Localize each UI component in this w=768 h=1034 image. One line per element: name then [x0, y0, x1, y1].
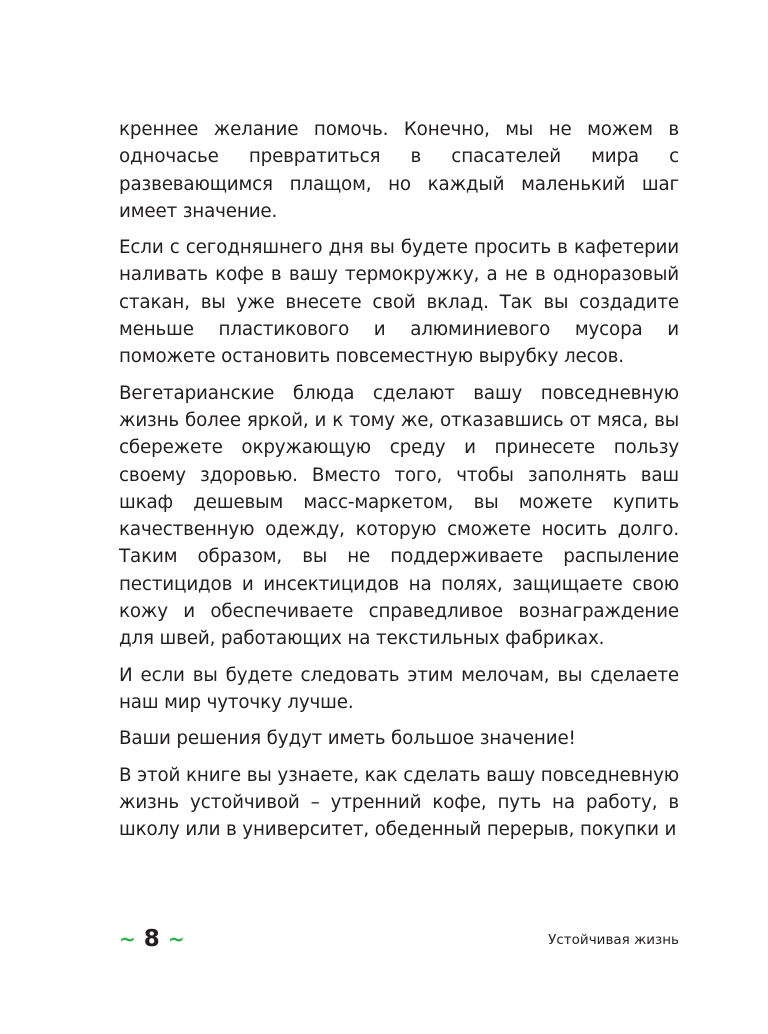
paragraph-4: И если вы будете следовать этим мелочам, вы сделаете наш мир чуточку лучше.: [119, 664, 679, 713]
running-head: Устойчивая жизнь: [548, 932, 679, 948]
page-number: 8: [143, 926, 160, 952]
paragraph-6: В этой книге вы узнаете, как сделать вашу повседневную жизнь устойчивой – утренний кофе, путь на работу, в школу или в университет, обеденный перерыв, покупки и: [119, 764, 679, 841]
page-footer: [119, 922, 679, 956]
tilde-left-ornament: ~: [119, 927, 136, 951]
paragraph-5: Ваши решения будут иметь большое значение!: [119, 728, 576, 750]
paragraph-1: креннее желание помочь. Конечно, мы не можем в одночасье превратиться в спасателей мира с развевающимся плащом, но каждый маленький шаг имеет значение.: [119, 119, 679, 222]
paragraph-2: Если с сегодняшнего дня вы будете просить в кафетерии наливать кофе в вашу термокружку, а не в одноразовый стакан, вы уже внесете свой вклад. Так вы создадите меньше пластикового и алюминиевого мусора и поможете остановить повсеместную вырубку лесов.: [119, 237, 679, 368]
paragraph-3: Вегетарианские блюда сделают вашу повседневную жизнь более яркой, и к тому же, отказавшись от мяса, вы сбережете окружающую среду и принесете пользу своему здоровью. Вместо того, чтобы заполнять ваш шкаф дешевым масс-маркетом, вы можете купить качественную одежду, которую сможете носить долго. Таким образом, вы не поддерживаете распыление пестицидов и инсектицидов на полях, защищаете свою кожу и обеспечиваете справедливое вознаграждение для швей, работающих на текстильных фабриках.: [119, 382, 679, 650]
body-text: [119, 116, 679, 852]
page-number-group: [119, 922, 185, 956]
tilde-right-ornament: ~: [167, 927, 185, 951]
